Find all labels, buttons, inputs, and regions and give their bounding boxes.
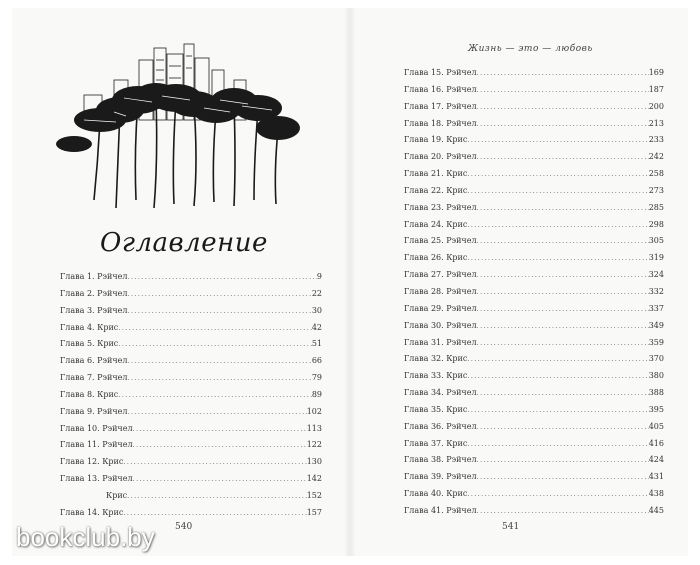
toc-entry bbox=[404, 284, 664, 301]
toc-leader-dots bbox=[127, 269, 316, 286]
toc-entry-label: Глава 38. Рэйчел bbox=[404, 455, 477, 465]
toc-leader-dots bbox=[127, 353, 311, 370]
toc-entry-label: Глава 9. Рэйчел bbox=[60, 406, 128, 416]
toc-entry-page: 200 bbox=[648, 101, 664, 111]
toc-entry-page: 152 bbox=[306, 490, 322, 500]
toc-leader-dots bbox=[477, 200, 649, 217]
toc-leader-dots bbox=[477, 82, 649, 99]
toc-entry bbox=[60, 421, 322, 438]
toc-entry-label: Глава 15. Рэйчел bbox=[404, 68, 477, 77]
toc-entry-page: 337 bbox=[648, 303, 664, 313]
toc-entry-label: Глава 32. Крис bbox=[404, 354, 468, 364]
toc-entry-page: 213 bbox=[648, 118, 664, 128]
toc-leader-dots bbox=[467, 436, 648, 453]
toc-entry-page: 122 bbox=[306, 440, 322, 450]
toc-entry-label: Глава 19. Крис bbox=[404, 135, 468, 145]
toc-entry-page: 349 bbox=[648, 320, 664, 330]
toc-entry-label: Глава 1. Рэйчел bbox=[60, 272, 128, 281]
toc-entry-label: Глава 39. Рэйчел bbox=[404, 472, 477, 482]
toc-leader-dots bbox=[477, 149, 649, 166]
toc-leader-dots bbox=[477, 452, 649, 469]
toc-leader-dots bbox=[477, 469, 649, 486]
toc-leader-dots bbox=[133, 471, 307, 488]
toc-entry-page: 395 bbox=[648, 404, 664, 414]
toc-entry-label: Глава 29. Рэйчел bbox=[404, 303, 477, 313]
toc-leader-dots bbox=[467, 402, 648, 419]
toc-leader-dots bbox=[467, 368, 648, 385]
toc-entry-page: 324 bbox=[648, 270, 664, 280]
toc-entry bbox=[404, 301, 664, 318]
toc-entry-label: Глава 28. Рэйчел bbox=[404, 286, 477, 296]
site-watermark: bookclub.by bbox=[16, 522, 155, 552]
toc-entry-label: Крис bbox=[106, 490, 128, 500]
toc-entry bbox=[404, 335, 664, 352]
toc-entry-page: 233 bbox=[648, 135, 664, 145]
toc-entry bbox=[404, 503, 664, 520]
toc-entry-label: Глава 22. Крис bbox=[404, 185, 468, 195]
palm-city-illustration-icon bbox=[54, 40, 304, 210]
toc-leader-dots bbox=[477, 318, 649, 335]
toc-leader-dots bbox=[477, 116, 649, 133]
toc-leader-dots bbox=[127, 370, 311, 387]
toc-entry bbox=[404, 82, 664, 99]
toc-entry bbox=[404, 183, 664, 200]
toc-entry bbox=[404, 116, 664, 133]
toc-entry-label: Глава 3. Рэйчел bbox=[60, 305, 128, 315]
toc-leader-dots bbox=[123, 505, 306, 522]
toc-entry-label: Глава 36. Рэйчел bbox=[404, 421, 477, 431]
toc-entry-label: Глава 7. Рэйчел bbox=[60, 373, 128, 383]
toc-entry bbox=[404, 385, 664, 402]
toc-entry-label: Глава 31. Рэйчел bbox=[404, 337, 477, 347]
toc-leader-dots bbox=[127, 286, 311, 303]
toc-entry bbox=[404, 469, 664, 486]
toc-entry bbox=[404, 318, 664, 335]
left-page bbox=[12, 8, 350, 556]
toc-entry bbox=[404, 217, 664, 234]
toc-entry-label: Глава 41. Рэйчел bbox=[404, 505, 477, 515]
toc-entry-label: Глава 34. Рэйчел bbox=[404, 388, 477, 398]
toc-entry bbox=[404, 200, 664, 217]
toc-entry bbox=[60, 505, 322, 522]
toc-entry-page: 370 bbox=[648, 354, 664, 364]
toc-entry-page: 416 bbox=[648, 438, 664, 448]
toc-entry-page: 431 bbox=[648, 472, 664, 482]
toc-entry bbox=[60, 437, 322, 454]
toc-leader-dots bbox=[477, 301, 649, 318]
toc-leader-dots bbox=[477, 335, 649, 352]
toc-entry-label: Глава 33. Крис bbox=[404, 371, 468, 381]
toc-leader-dots bbox=[127, 488, 307, 505]
toc-entry-page: 380 bbox=[648, 371, 664, 381]
toc-entry-label: Глава 40. Крис bbox=[404, 489, 468, 499]
toc-entry-label: Глава 27. Рэйчел bbox=[404, 270, 477, 280]
right-page bbox=[350, 8, 688, 556]
toc-entry-page: 51 bbox=[311, 339, 322, 349]
toc-leader-dots bbox=[118, 336, 312, 353]
toc-entry-label: Глава 20. Рэйчел bbox=[404, 152, 477, 162]
toc-entry-page: 113 bbox=[306, 423, 322, 433]
toc-entry-page: 130 bbox=[306, 457, 322, 467]
toc-leader-dots bbox=[477, 385, 649, 402]
toc-entry-label: Глава 16. Рэйчел bbox=[404, 84, 477, 94]
toc-entry bbox=[404, 267, 664, 284]
toc-leader-dots bbox=[477, 419, 649, 436]
toc-leader-dots bbox=[118, 387, 312, 404]
toc-list-left bbox=[60, 269, 322, 522]
toc-entry-page: 66 bbox=[311, 356, 322, 366]
toc-entry-page: 42 bbox=[311, 322, 322, 332]
toc-entry-page: 187 bbox=[648, 84, 664, 94]
toc-leader-dots bbox=[467, 351, 648, 368]
toc-entry-page: 424 bbox=[648, 455, 664, 465]
toc-entry-label: Глава 18. Рэйчел bbox=[404, 118, 477, 128]
toc-entry bbox=[404, 250, 664, 267]
toc-entry-page: 285 bbox=[648, 202, 664, 212]
toc-entry-page: 9 bbox=[316, 272, 322, 281]
toc-entry-label: Глава 13. Рэйчел bbox=[60, 474, 133, 484]
toc-entry-label: Глава 6. Рэйчел bbox=[60, 356, 128, 366]
toc-entry-label: Глава 12. Крис bbox=[60, 457, 124, 467]
toc-entry-page: 445 bbox=[648, 505, 664, 515]
toc-entry bbox=[404, 65, 664, 82]
toc-entry-page: 242 bbox=[648, 152, 664, 162]
toc-leader-dots bbox=[127, 404, 306, 421]
toc-entry-label: Глава 11. Рэйчел bbox=[60, 440, 133, 450]
toc-leader-dots bbox=[477, 233, 649, 250]
toc-entry-label: Глава 37. Крис bbox=[404, 438, 468, 448]
toc-leader-dots bbox=[127, 303, 311, 320]
toc-entry-label: Глава 25. Рэйчел bbox=[404, 236, 477, 246]
toc-list-right bbox=[404, 65, 664, 520]
toc-leader-dots bbox=[118, 320, 312, 337]
toc-entry bbox=[60, 471, 322, 488]
toc-entry-label: Глава 4. Крис bbox=[60, 322, 119, 332]
toc-entry-page: 388 bbox=[648, 388, 664, 398]
toc-entry-page: 157 bbox=[306, 507, 322, 517]
toc-entry bbox=[404, 402, 664, 419]
toc-leader-dots bbox=[467, 132, 648, 149]
toc-entry-label: Глава 5. Крис bbox=[60, 339, 119, 349]
toc-entry-label: Глава 17. Рэйчел bbox=[404, 101, 477, 111]
toc-leader-dots bbox=[477, 503, 649, 520]
toc-entry-page: 359 bbox=[648, 337, 664, 347]
toc-entry-page: 169 bbox=[648, 68, 664, 77]
toc-entry-label: Глава 8. Крис bbox=[60, 389, 119, 399]
toc-entry bbox=[404, 99, 664, 116]
toc-entry bbox=[404, 419, 664, 436]
toc-entry-label: Глава 10. Рэйчел bbox=[60, 423, 133, 433]
running-header: Жизнь — это — любовь bbox=[468, 44, 593, 54]
toc-leader-dots bbox=[133, 421, 307, 438]
toc-entry bbox=[60, 370, 322, 387]
toc-entry-label: Глава 23. Рэйчел bbox=[404, 202, 477, 212]
contents-title: Оглавление bbox=[100, 228, 268, 258]
toc-entry-label: Глава 14. Крис bbox=[60, 507, 124, 517]
toc-entry-page: 438 bbox=[648, 489, 664, 499]
toc-entry-page: 273 bbox=[648, 185, 664, 195]
toc-entry-label: Глава 24. Крис bbox=[404, 219, 468, 229]
toc-leader-dots bbox=[133, 437, 307, 454]
toc-leader-dots bbox=[467, 486, 648, 503]
toc-entry-label: Глава 2. Рэйчел bbox=[60, 288, 128, 298]
toc-entry bbox=[60, 454, 322, 471]
toc-entry bbox=[404, 166, 664, 183]
toc-entry bbox=[60, 404, 322, 421]
toc-entry-page: 305 bbox=[648, 236, 664, 246]
toc-entry bbox=[404, 351, 664, 368]
toc-entry-page: 22 bbox=[311, 288, 322, 298]
toc-leader-dots bbox=[477, 65, 649, 82]
toc-leader-dots bbox=[477, 99, 649, 116]
toc-entry-page: 405 bbox=[648, 421, 664, 431]
toc-entry bbox=[404, 436, 664, 453]
page-number-left: 540 bbox=[175, 522, 193, 532]
toc-entry bbox=[60, 303, 322, 320]
toc-entry bbox=[60, 269, 322, 286]
toc-entry-label: Глава 21. Крис bbox=[404, 169, 468, 179]
toc-entry bbox=[60, 488, 322, 505]
toc-leader-dots bbox=[467, 166, 648, 183]
toc-entry bbox=[404, 233, 664, 250]
toc-entry bbox=[60, 353, 322, 370]
toc-entry-page: 142 bbox=[306, 474, 322, 484]
toc-entry-page: 102 bbox=[306, 406, 322, 416]
toc-entry-label: Глава 26. Крис bbox=[404, 253, 468, 263]
toc-entry bbox=[60, 336, 322, 353]
toc-leader-dots bbox=[467, 250, 648, 267]
toc-entry bbox=[60, 286, 322, 303]
book-spread bbox=[12, 8, 688, 556]
toc-entry bbox=[60, 320, 322, 337]
toc-leader-dots bbox=[123, 454, 306, 471]
toc-entry-label: Глава 30. Рэйчел bbox=[404, 320, 477, 330]
toc-entry-page: 298 bbox=[648, 219, 664, 229]
toc-entry-label: Глава 35. Крис bbox=[404, 404, 468, 414]
toc-entry-page: 319 bbox=[648, 253, 664, 263]
toc-entry bbox=[404, 452, 664, 469]
toc-leader-dots bbox=[467, 217, 648, 234]
toc-leader-dots bbox=[477, 284, 649, 301]
toc-leader-dots bbox=[477, 267, 649, 284]
toc-leader-dots bbox=[467, 183, 648, 200]
toc-entry-page: 332 bbox=[648, 286, 664, 296]
toc-entry bbox=[60, 387, 322, 404]
toc-entry bbox=[404, 486, 664, 503]
toc-entry bbox=[404, 368, 664, 385]
toc-entry-page: 79 bbox=[311, 373, 322, 383]
toc-entry-page: 258 bbox=[648, 169, 664, 179]
toc-entry-page: 89 bbox=[311, 389, 322, 399]
toc-entry-page: 30 bbox=[311, 305, 322, 315]
toc-entry bbox=[404, 149, 664, 166]
page-number-right: 541 bbox=[502, 522, 520, 532]
toc-entry bbox=[404, 132, 664, 149]
